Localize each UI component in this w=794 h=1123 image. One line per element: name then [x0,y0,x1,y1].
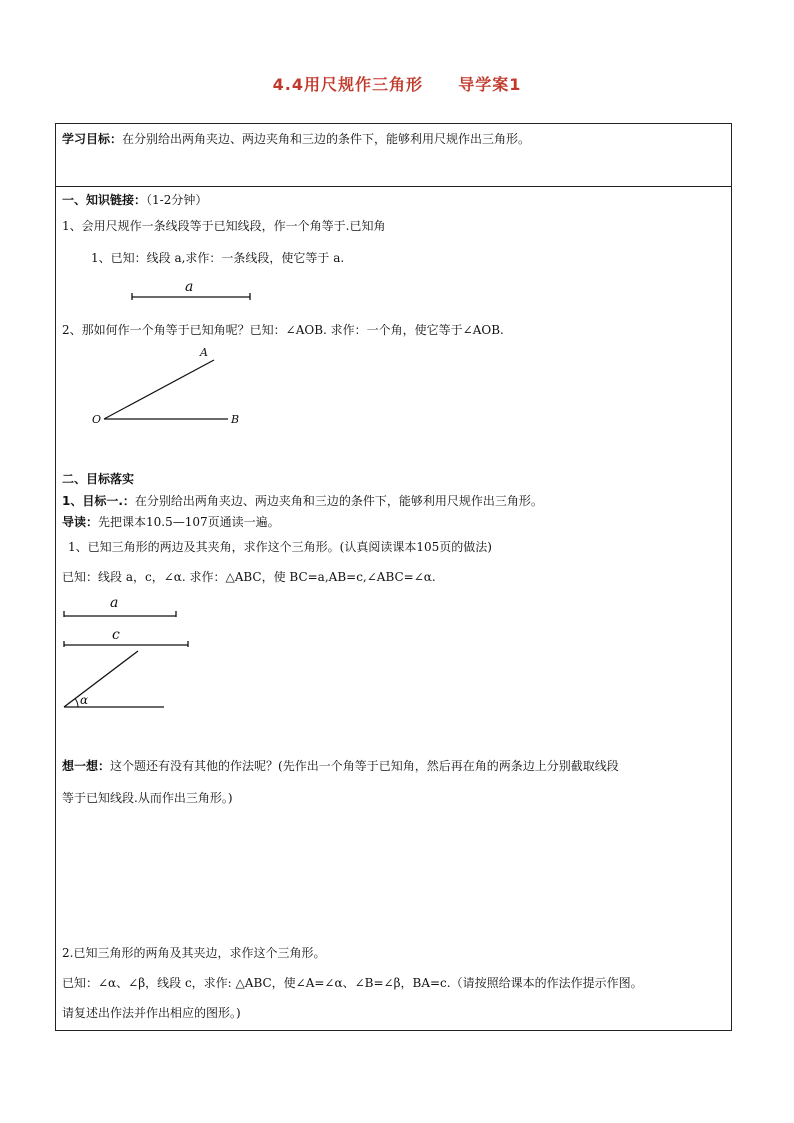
segment-a2-label: a [110,595,119,611]
angle-aob-figure [96,347,246,427]
ray-oa [104,360,214,419]
think-label: 想一想： [62,759,111,773]
title-main: 4.4用尺规作三角形 [272,75,424,94]
section1-time: （1-2分钟） [146,193,208,207]
segment-a-label: a [185,279,194,295]
section2-guide-text: 先把课本10.5—107页通读一遍。 [98,515,280,529]
alpha-label: α [80,693,89,707]
think-text-2: 等于已知线段.从而作出三角形。) [62,791,233,805]
section1-item1-sub: 1、已知：线段 a,求作：一条线段，使它等于 a. [91,251,345,265]
section2-q1: 1、已知三角形的两边及其夹角，求作这个三角形。(认真阅读课本105页的做法) [68,540,492,554]
label-o: O [92,413,102,426]
think-text: 这个题还有没有其他的作法呢？(先作出一个角等于已知角，然后再在角的两条边上分别截取线段 [110,759,619,773]
section2-goal-text: 在分别给出两角夹边、两边夹角和三边的条件下，能够利用尺规作出三角形。 [134,494,543,508]
segment-a2-figure [62,607,187,619]
objective-label: 学习目标： [62,132,123,146]
angle-alpha-figure [62,649,172,711]
label-b: B [231,413,240,426]
segment-c-label: c [112,627,120,643]
section1-heading: 一、知识链接： [62,193,147,207]
section2-guide-label: 导读： [62,515,99,529]
page-title [0,72,794,95]
content-box [55,186,732,1031]
section2-q2-given-2: 请复述出作法并作出相应的图形。) [62,1006,241,1020]
label-a: A [200,346,208,359]
segment-c-figure [62,637,192,649]
title-sub: 导学案1 [458,75,522,94]
section2-q2-given: 已知：∠α、∠β，线段 c，求作: △ABC，使∠A=∠α、∠B=∠β，BA=c.（请按照给课本的作法作提示作图。 [62,976,643,990]
alpha-arc [75,699,78,708]
section2-goal-line [62,493,543,509]
section1-item2: 2、那如何作一个角等于已知角呢？已知：∠AOB. 求作：一个角，使它等于∠AOB. [62,323,504,337]
section2-guide-line [62,514,280,530]
section2-heading: 二、目标落实 [62,472,135,486]
section2-q2: 2.已知三角形的两角及其夹边，求作这个三角形。 [62,946,326,960]
think-line [62,758,619,774]
section2-goal-label: 1、目标一.： [62,494,135,508]
section1-heading-line [62,192,207,208]
objective-text: 在分别给出两角夹边、两边夹角和三边的条件下，能够利用尺规作出三角形。 [122,132,531,146]
section2-q1-given: 已知：线段 a，c，∠α. 求作：△ABC，使 BC=a,AB=c,∠ABC=∠α. [62,570,436,584]
objective-box [55,123,732,187]
objective-line [62,131,530,147]
section1-item1: 1、会用尺规作一条线段等于已知线段，作一个角等于.已知角 [62,219,386,233]
